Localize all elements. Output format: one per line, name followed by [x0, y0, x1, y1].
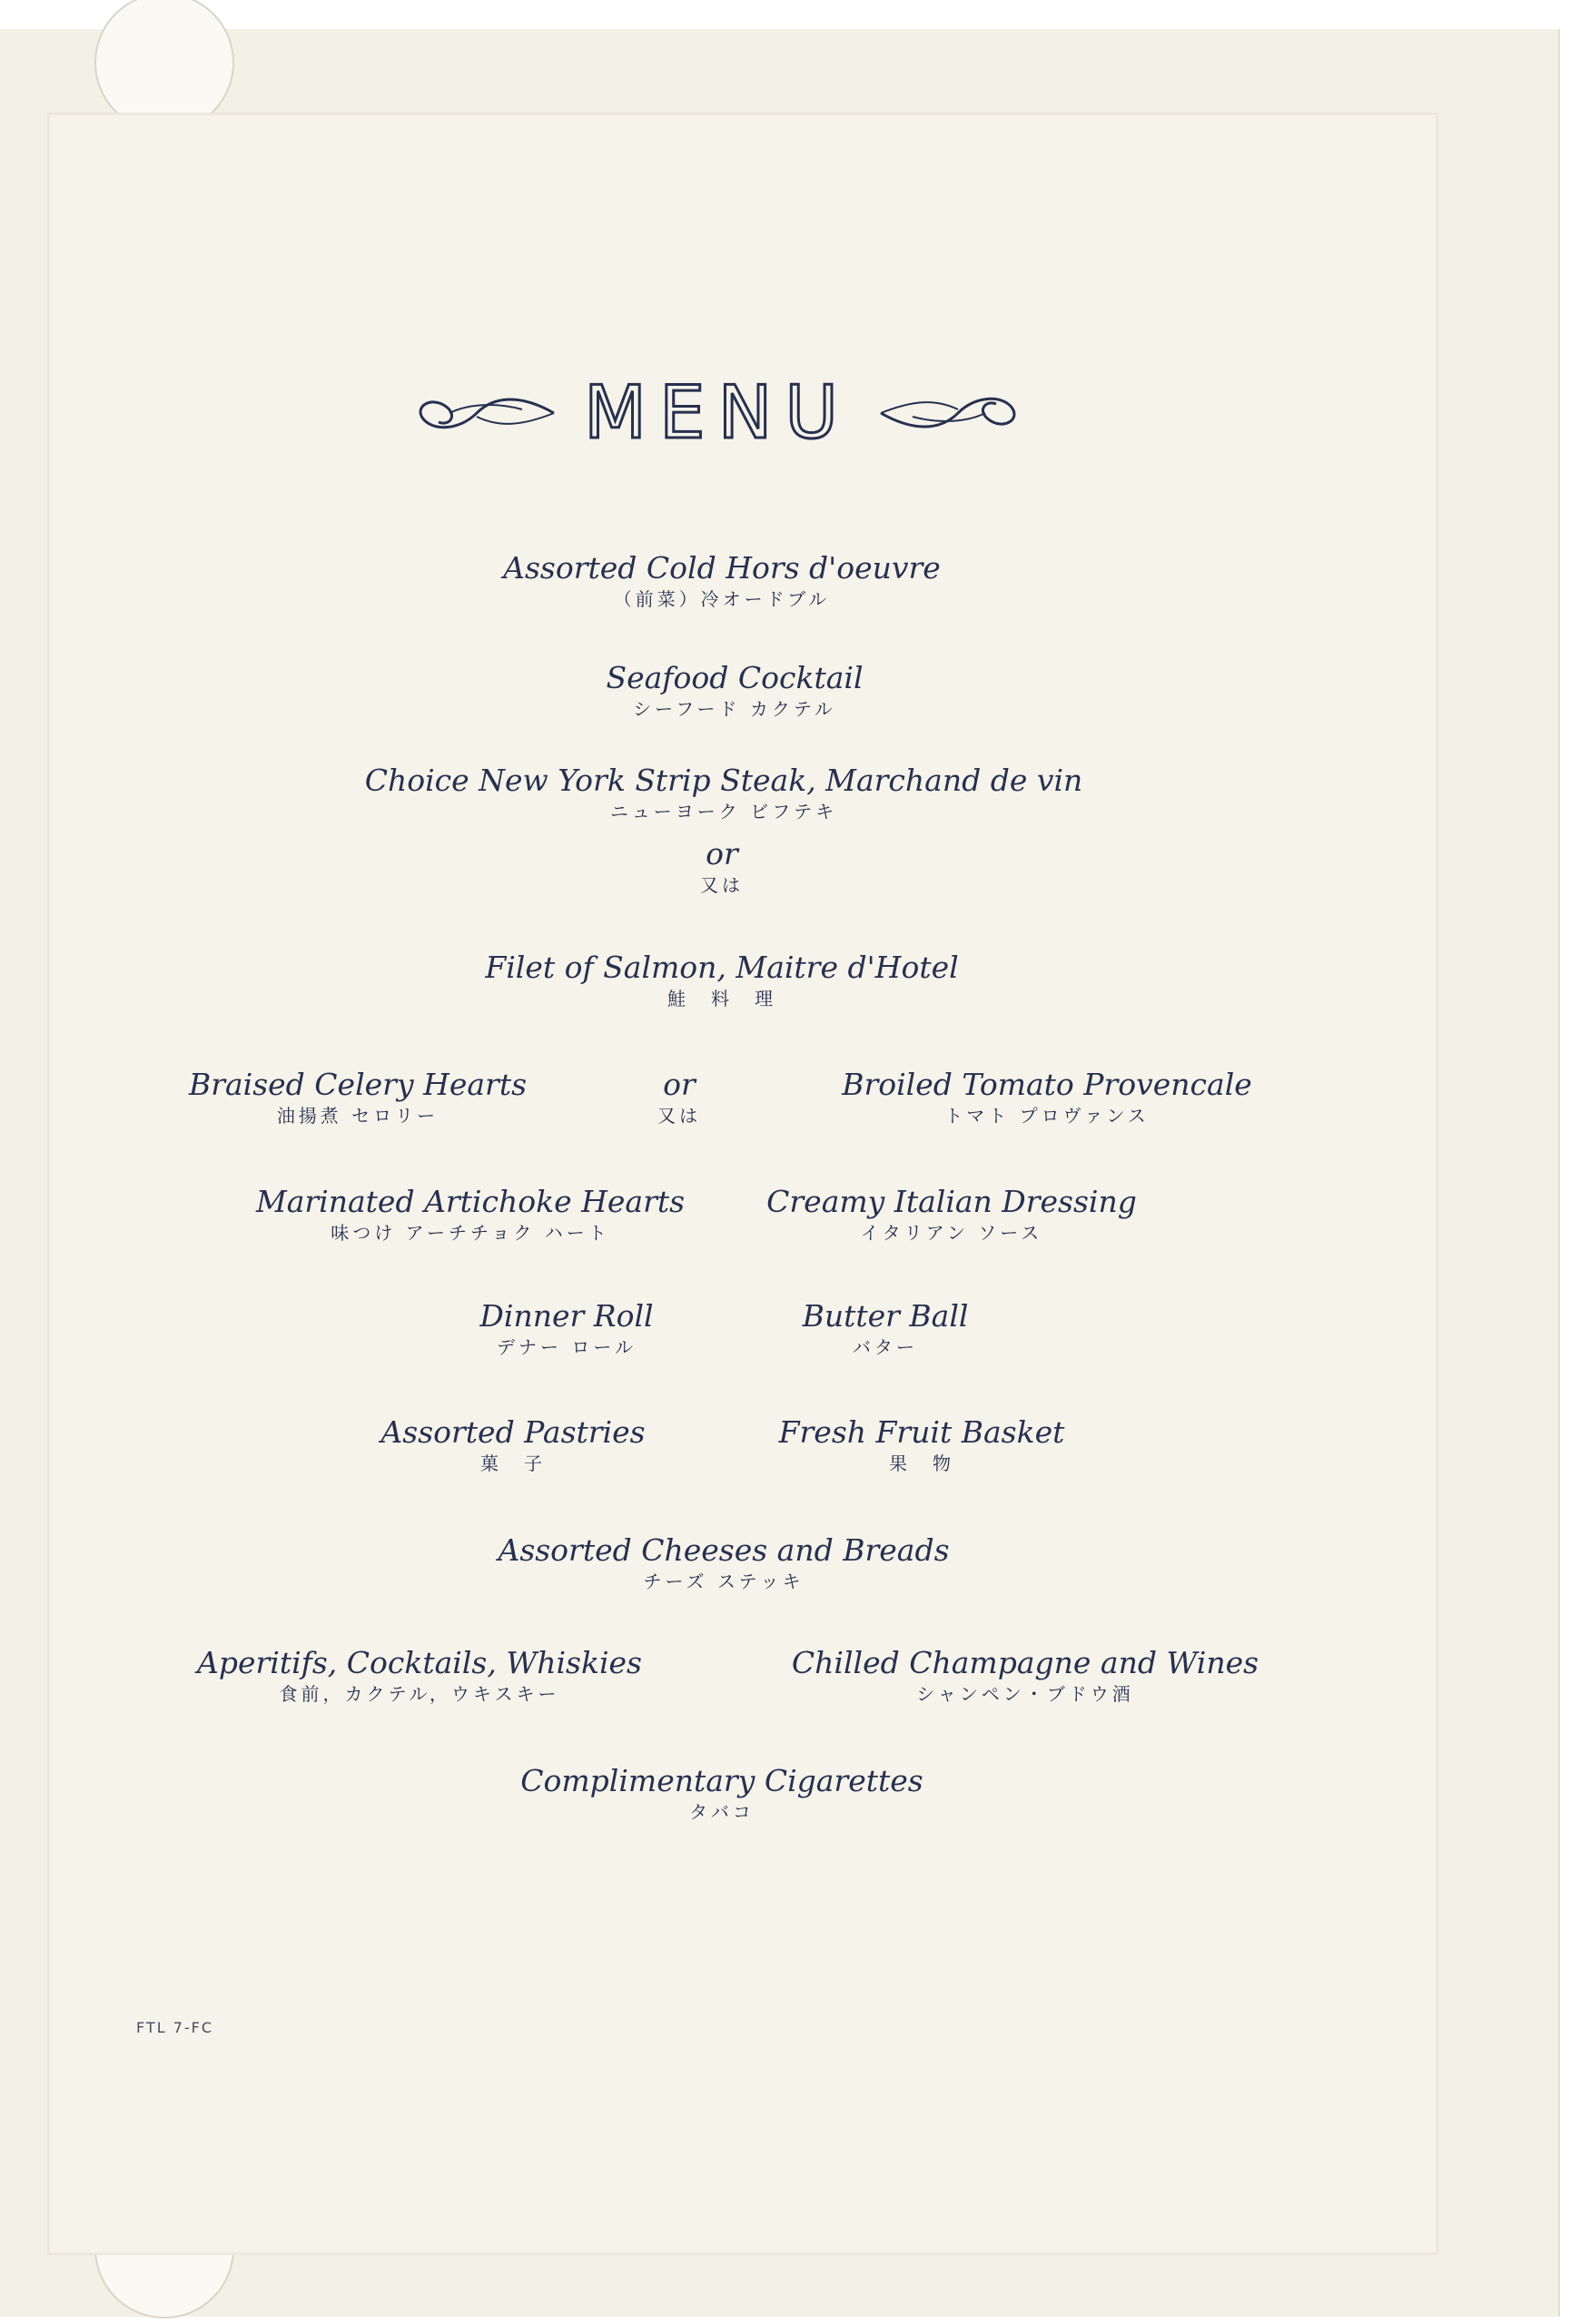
- menu-item: [842, 1067, 1252, 1128]
- dish-name: Creamy Italian Dressing: [766, 1184, 1137, 1219]
- menu-item: [779, 1414, 1065, 1476]
- menu-item: [485, 950, 958, 1011]
- dish-name-japanese: ニューヨーク ビフテキ: [609, 801, 838, 822]
- menu-item: [503, 550, 941, 612]
- menu-title: MENU: [584, 370, 851, 455]
- menu-title-row: [354, 368, 1081, 458]
- dish-name-japanese: シャンペン・ブドウ酒: [916, 1683, 1134, 1705]
- or-label: or: [663, 1067, 696, 1102]
- page-top-edge: [0, 0, 1558, 29]
- dish-name-japanese: バター: [852, 1336, 918, 1358]
- dish-name-japanese: トマト プロヴァンス: [944, 1105, 1150, 1127]
- menu-separator: [657, 1067, 701, 1128]
- dish-name: Braised Celery Hearts: [188, 1067, 528, 1102]
- or-label-japanese: 又は: [657, 1105, 701, 1127]
- dish-name-japanese: 菓 子: [479, 1452, 546, 1474]
- dish-name: Aperitifs, Cocktails, Whiskies: [197, 1645, 642, 1680]
- menu-item: [520, 1763, 923, 1825]
- menu-item: [365, 763, 1083, 824]
- dish-name-japanese: 鮭 料 理: [667, 988, 776, 1009]
- right-flourish-icon: [876, 386, 1022, 440]
- dish-name: Dinner Roll: [479, 1298, 654, 1334]
- menu-item: [766, 1184, 1137, 1246]
- dish-name-japanese: （前菜）冷オードブル: [613, 588, 831, 610]
- dish-name-japanese: 果 物: [888, 1452, 954, 1474]
- or-label: or: [706, 836, 738, 872]
- dish-name: Filet of Salmon, Maitre d'Hotel: [485, 950, 959, 985]
- menu-item: [479, 1298, 653, 1360]
- dish-name: Fresh Fruit Basket: [778, 1414, 1065, 1450]
- dish-name-japanese: 味つけ アーチチョク ハート: [331, 1222, 610, 1244]
- menu-item: [606, 660, 863, 722]
- dish-name-japanese: イタリアン ソース: [860, 1222, 1043, 1244]
- dish-name: Seafood Cocktail: [606, 660, 864, 695]
- menu-item: [380, 1414, 645, 1476]
- dish-name-japanese: デナー ロール: [497, 1336, 637, 1358]
- dish-name: Assorted Cold Hors d'oeuvre: [503, 550, 941, 586]
- menu-item: [498, 1532, 949, 1594]
- dish-name: Assorted Cheeses and Breads: [498, 1532, 950, 1568]
- menu-item: [256, 1184, 685, 1246]
- dish-name: Assorted Pastries: [380, 1414, 646, 1450]
- menu-separator: [700, 836, 744, 898]
- dish-name-japanese: 油揚煮 セロリー: [276, 1105, 439, 1127]
- left-flourish-icon: [413, 386, 558, 440]
- menu-item: [189, 1067, 527, 1128]
- menu-item: [197, 1645, 642, 1707]
- menu-item: [792, 1645, 1259, 1707]
- print-code: FTL 7-FC: [136, 2019, 214, 2036]
- dish-name: Marinated Artichoke Hearts: [255, 1184, 686, 1219]
- dish-name-japanese: チーズ ステッキ: [643, 1571, 805, 1592]
- dish-name-japanese: シーフード カクテル: [633, 698, 836, 720]
- dish-name-japanese: タバコ: [689, 1801, 755, 1823]
- dish-name: Broiled Tomato Provencale: [842, 1067, 1252, 1102]
- dish-name: Complimentary Cigarettes: [520, 1763, 923, 1798]
- dish-name: Chilled Champagne and Wines: [791, 1645, 1259, 1680]
- menu-item: [803, 1298, 969, 1360]
- dish-name: Butter Ball: [802, 1298, 969, 1334]
- dish-name: Choice New York Strip Steak, Marchand de vin: [364, 763, 1083, 798]
- dish-name-japanese: 食前，カクテル，ウキスキー: [279, 1683, 560, 1705]
- or-label-japanese: 又は: [700, 874, 744, 896]
